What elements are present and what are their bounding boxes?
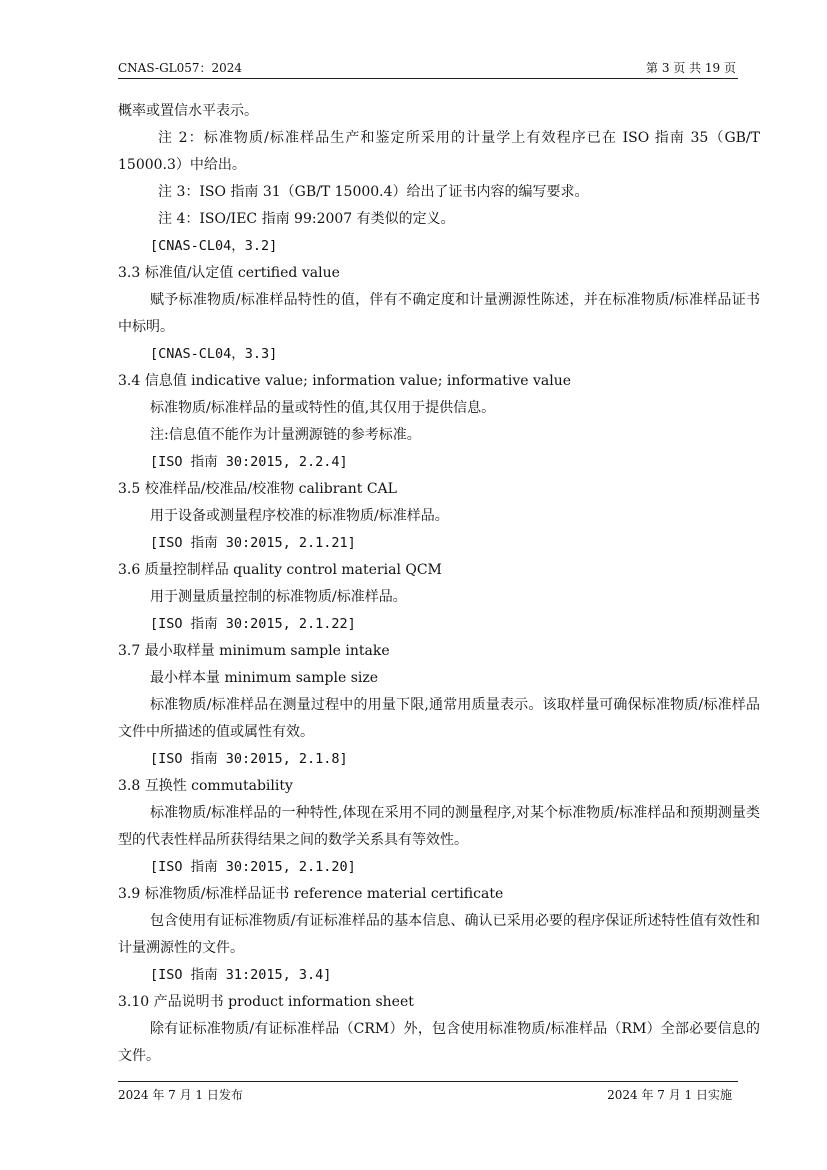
page-footer — [118, 1081, 738, 1104]
section-3-9-title: 3.9 标准物质/标准样品证书 reference material certificate — [118, 886, 504, 902]
issue-date: 2024 年 7 月 1 日发布 — [118, 1088, 243, 1102]
section-3-7-reference: [ISO 指南 30:2015, 2.1.8] — [150, 751, 348, 767]
section-3-10-title: 3.10 产品说明书 product information sheet — [118, 994, 414, 1010]
section-3-3-definition: 赋予标准物质/标准样品特性的值，伴有不确定度和计量溯源性陈述，并在标准物质/标准样品证书中标明。 — [118, 292, 760, 335]
section-3-9-definition: 包含使用有证标准物质/有证标准样品的基本信息、确认已采用必要的程序保证所述特性值有效性和计量溯源性的文件。 — [118, 913, 760, 956]
section-3-4-note: 注:信息值不能作为计量溯源链的参考标准。 — [150, 427, 421, 443]
section-3-7-definition: 标准物质/标准样品在测量过程中的用量下限,通常用质量表示。该取样量可确保标准物质/标准样品文件中所描述的值或属性有效。 — [118, 697, 760, 740]
section-3-4-definition: 标准物质/标准样品的量或特性的值,其仅用于提供信息。 — [150, 400, 496, 416]
section-3-3-reference: [CNAS-CL04，3.3] — [150, 346, 278, 362]
section-3-5-definition: 用于设备或测量程序校准的标准物质/标准样品。 — [150, 508, 449, 524]
section-3-8-reference: [ISO 指南 30:2015, 2.1.20] — [150, 859, 356, 875]
section-3-4-reference: [ISO 指南 30:2015, 2.2.4] — [150, 454, 348, 470]
section-3-8-title: 3.8 互换性 commutability — [118, 778, 293, 794]
section-3-10-definition: 除有证标准物质/有证标准样品（CRM）外，包含使用标准物质/标准样品（RM）全部必要信息的文件。 — [118, 1021, 760, 1064]
page-header — [118, 60, 738, 79]
section-3-7-alt-term: 最小样本量 minimum sample size — [150, 670, 379, 686]
section-3-7-title: 3.7 最小取样量 minimum sample intake — [118, 643, 390, 659]
note-4: 注 4：ISO/IEC 指南 99:2007 有类似的定义。 — [158, 211, 455, 227]
paragraph-continuation: 概率或置信水平表示。 — [118, 103, 258, 119]
page-number: 第 3 页 共 19 页 — [646, 61, 736, 75]
section-3-5-title: 3.5 校准样品/校准品/校准物 calibrant CAL — [118, 481, 397, 497]
note-3: 注 3：ISO 指南 31（GB/T 15000.4）给出了证书内容的编写要求。 — [158, 184, 589, 200]
section-3-6-reference: [ISO 指南 30:2015, 2.1.22] — [150, 616, 356, 632]
section-3-3-title: 3.3 标准值/认定值 certified value — [118, 265, 340, 281]
section-3-4-title: 3.4 信息值 indicative value; information value; informative value — [118, 373, 572, 389]
section-3-5-reference: [ISO 指南 30:2015, 2.1.21] — [150, 535, 356, 551]
section-3-6-title: 3.6 质量控制样品 quality control material QCM — [118, 562, 442, 578]
section-3-9-reference: [ISO 指南 31:2015, 3.4] — [150, 967, 332, 983]
document-body — [118, 98, 760, 1070]
reference-citation: [CNAS-CL04，3.2] — [150, 238, 278, 254]
section-3-6-definition: 用于测量质量控制的标准物质/标准样品。 — [150, 589, 407, 605]
document-code: CNAS-GL057：2024 — [118, 61, 243, 75]
note-2: 注 2：标准物质/标准样品生产和鉴定所采用的计量学上有效程序已在 ISO 指南 35（GB/T 15000.3）中给出。 — [118, 130, 760, 173]
effective-date: 2024 年 7 月 1 日实施 — [607, 1088, 732, 1102]
section-3-8-definition: 标准物质/标准样品的一种特性,体现在采用不同的测量程序,对某个标准物质/标准样品和预期测量类型的代表性样品所获得结果之间的数学关系具有等效性。 — [118, 805, 760, 848]
